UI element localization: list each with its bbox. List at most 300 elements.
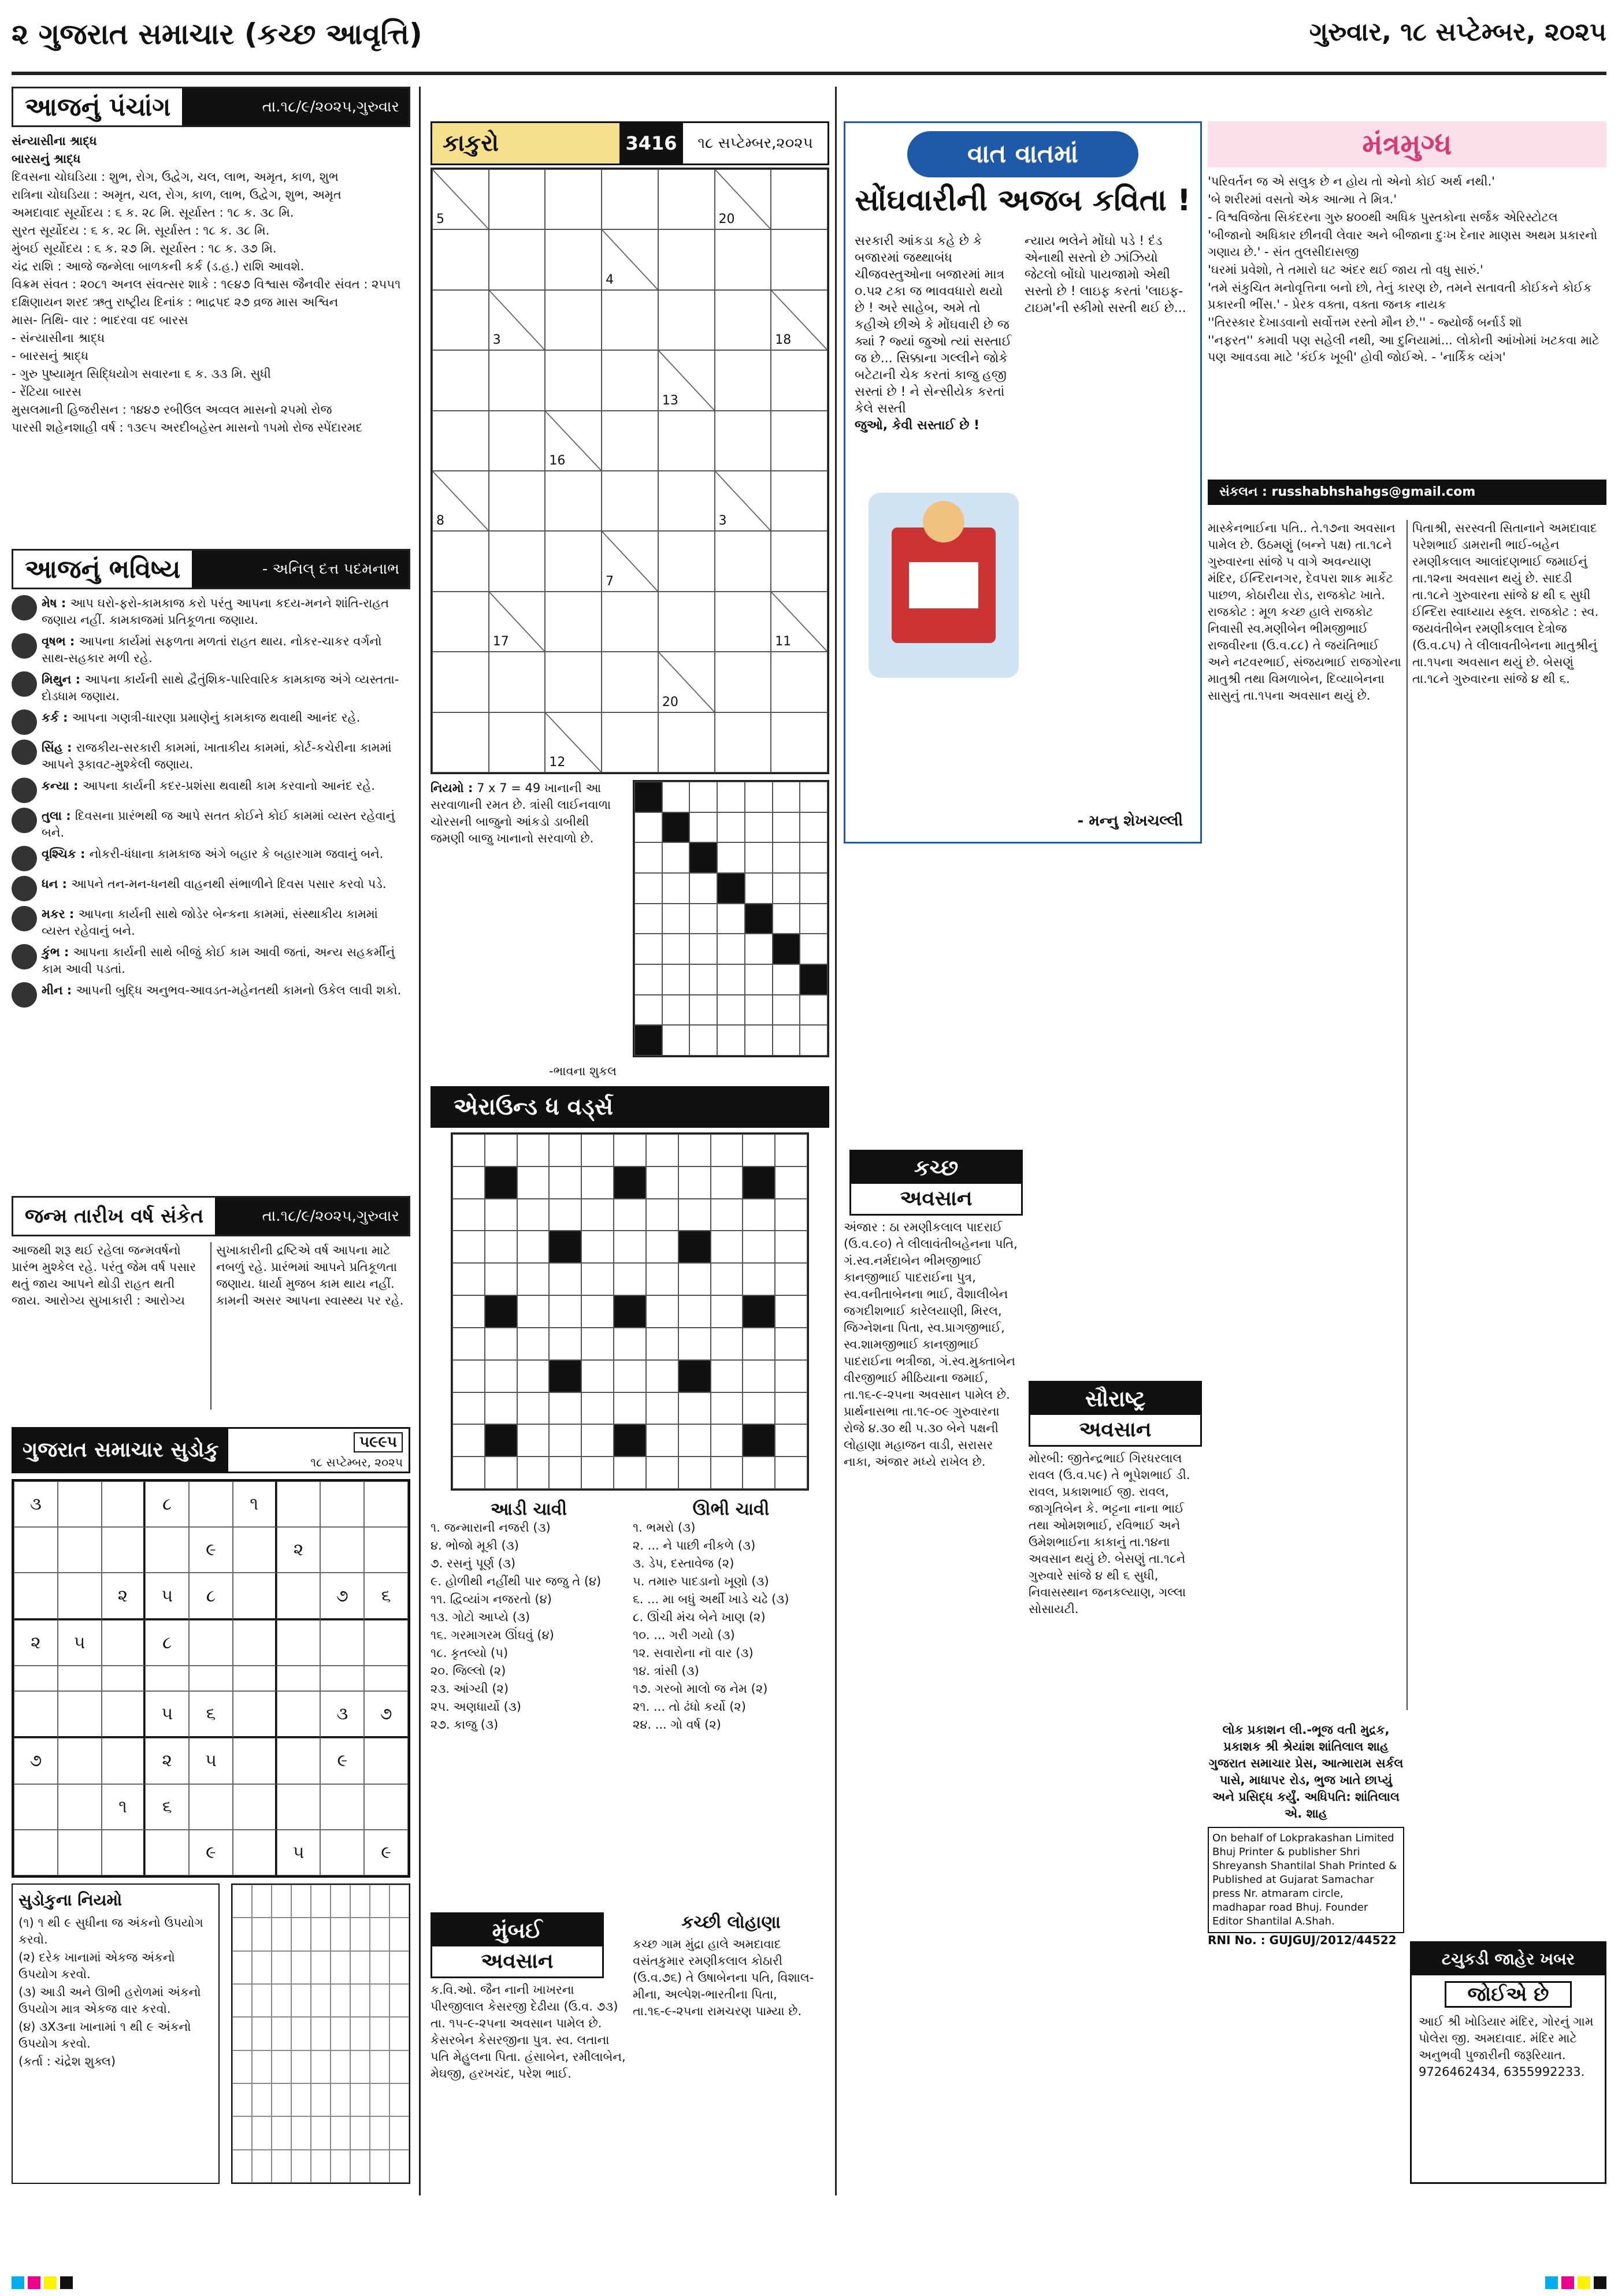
sudoku-answer-cell (370, 2150, 389, 2183)
crossword-cell[interactable] (485, 1424, 517, 1457)
crossword-cell[interactable] (581, 1360, 614, 1392)
sudoku-cell[interactable] (233, 1666, 277, 1691)
kakuro-cell[interactable] (658, 471, 715, 531)
crossword-cell[interactable] (646, 1166, 678, 1199)
crossword-cell[interactable] (775, 1328, 807, 1360)
kakuro-cell[interactable] (658, 290, 715, 350)
crossword-cell[interactable] (678, 1231, 711, 1263)
sudoku-cell[interactable] (277, 1691, 321, 1738)
sudoku-cell[interactable] (233, 1830, 277, 1875)
sudoku-cell[interactable]: ૯ (320, 1738, 364, 1784)
sudoku-cell[interactable] (58, 1573, 102, 1619)
sudoku-cell[interactable] (364, 1666, 408, 1691)
kakuro-cell[interactable] (715, 712, 771, 772)
down-clue: ૨. ... ને પાછી નીકળે (૩) (633, 1539, 756, 1552)
sudoku-cell[interactable] (189, 1620, 233, 1666)
sudoku-cell[interactable] (233, 1784, 277, 1830)
crossword-cell[interactable] (646, 1134, 678, 1166)
sudoku-cell[interactable] (277, 1738, 321, 1784)
crossword-cell[interactable] (646, 1231, 678, 1263)
kakuro-cell[interactable] (545, 290, 602, 350)
kakuro-cell[interactable] (658, 229, 715, 289)
kakuro-cell[interactable] (715, 471, 771, 531)
sudoku-rules-title: સુડોકુના નિયમો (18, 1890, 123, 1909)
sudoku-cell[interactable]: ૨ (14, 1620, 58, 1666)
kakuro-clue: 3 (492, 333, 501, 348)
crossword-cell[interactable] (678, 1134, 711, 1166)
sudoku-cell[interactable]: ૧ (102, 1784, 146, 1830)
crossword-cell[interactable] (743, 1457, 775, 1489)
crossword-cell[interactable] (711, 1166, 743, 1199)
crossword-cell[interactable] (743, 1199, 775, 1231)
sudoku-cell[interactable] (277, 1481, 321, 1527)
sudoku-cell[interactable] (58, 1784, 102, 1830)
sudoku-cell[interactable]: ૮ (189, 1573, 233, 1619)
kakuro-answer-cell (773, 782, 800, 812)
sudoku-cell[interactable] (102, 1620, 146, 1666)
kakuro-cell[interactable] (771, 531, 827, 591)
crossword-cell[interactable] (485, 1457, 517, 1489)
sudoku-cell[interactable]: ૨ (145, 1738, 189, 1784)
sudoku-cell[interactable]: ૩ (320, 1691, 364, 1738)
sudoku-cell[interactable] (145, 1527, 189, 1573)
sudoku-cell[interactable] (189, 1784, 233, 1830)
crossword-cell[interactable] (549, 1295, 581, 1328)
crossword-cell[interactable] (485, 1199, 517, 1231)
crossword-cell[interactable] (485, 1392, 517, 1425)
crossword-cell[interactable] (743, 1392, 775, 1425)
crossword-cell[interactable] (549, 1457, 581, 1489)
crossword-cell[interactable] (646, 1424, 678, 1457)
crossword-cell[interactable] (775, 1134, 807, 1166)
crossword-cell[interactable] (775, 1263, 807, 1295)
rashi-item (12, 709, 410, 735)
crossword-cell[interactable] (485, 1328, 517, 1360)
kakuro-cell[interactable] (545, 592, 602, 652)
crossword-cell[interactable] (452, 1392, 485, 1425)
sudoku-answer-cell (252, 1885, 272, 1918)
crossword-cell[interactable] (743, 1360, 775, 1392)
kakuro-answer-cell (634, 873, 662, 904)
kakuro-cell[interactable] (432, 592, 489, 652)
crossword-cell[interactable] (452, 1457, 485, 1489)
kakuro-cell[interactable] (602, 290, 658, 350)
sudoku-cell[interactable]: ૬ (364, 1573, 408, 1619)
crossword-cell[interactable] (678, 1199, 711, 1231)
crossword-cell[interactable] (614, 1166, 646, 1199)
kakuro-cell[interactable] (432, 350, 489, 410)
crossword-cell[interactable] (711, 1231, 743, 1263)
kakuro-cell[interactable] (715, 169, 771, 229)
crossword-cell[interactable] (517, 1231, 550, 1263)
sudoku-cell[interactable] (14, 1784, 58, 1830)
crossword-cell[interactable] (549, 1392, 581, 1425)
crossword-cell[interactable] (549, 1134, 581, 1166)
crossword-grid[interactable] (451, 1132, 809, 1491)
kakuro-cell[interactable] (771, 411, 827, 471)
kakuro-cell[interactable] (489, 350, 545, 410)
sudoku-cell[interactable]: ૫ (277, 1830, 321, 1875)
sudoku-answer-cell (291, 1885, 311, 1918)
sudoku-answer-cell (232, 1885, 252, 1918)
kakuro-cell[interactable] (658, 411, 715, 471)
sudoku-cell[interactable]: ૩ (14, 1481, 58, 1527)
kakuro-cell[interactable] (545, 169, 602, 229)
sudoku-cell[interactable] (277, 1784, 321, 1830)
kakuro-cell[interactable] (432, 652, 489, 712)
crossword-cell[interactable] (549, 1199, 581, 1231)
crossword-cell[interactable] (517, 1263, 550, 1295)
crossword-cell[interactable] (549, 1360, 581, 1392)
crossword-cell[interactable] (549, 1424, 581, 1457)
sudoku-cell[interactable] (277, 1573, 321, 1619)
crossword-cell[interactable] (581, 1263, 614, 1295)
kakuro-cell[interactable] (545, 229, 602, 289)
kakuro-cell[interactable] (489, 411, 545, 471)
crossword-cell[interactable] (614, 1134, 646, 1166)
crossword-cell[interactable] (517, 1134, 550, 1166)
crossword-cell[interactable] (517, 1295, 550, 1328)
crossword-cell[interactable] (517, 1392, 550, 1425)
kakuro-cell[interactable] (432, 531, 489, 591)
kakuro-cell[interactable] (602, 471, 658, 531)
kakuro-cell[interactable] (771, 290, 827, 350)
crossword-cell[interactable] (581, 1457, 614, 1489)
kakuro-cell[interactable] (715, 652, 771, 712)
crossword-cell[interactable] (743, 1328, 775, 1360)
crossword-cell[interactable] (646, 1263, 678, 1295)
sudoku-cell[interactable] (233, 1691, 277, 1738)
sudoku-cell[interactable]: ૫ (145, 1573, 189, 1619)
sudoku-cell[interactable] (102, 1527, 146, 1573)
sudoku-cell[interactable] (14, 1573, 58, 1619)
crossword-cell[interactable] (775, 1166, 807, 1199)
crossword-cell[interactable] (581, 1295, 614, 1328)
crossword-cell[interactable] (711, 1199, 743, 1231)
crossword-cell[interactable] (775, 1360, 807, 1392)
kakuro-cell[interactable] (602, 652, 658, 712)
kakuro-answer-cell (662, 842, 690, 873)
sudoku-cell[interactable] (102, 1666, 146, 1691)
sudoku-cell[interactable] (102, 1481, 146, 1527)
sudoku-cell[interactable] (277, 1666, 321, 1691)
crossword-cell[interactable] (614, 1328, 646, 1360)
sudoku-cell[interactable]: ૫ (189, 1738, 233, 1784)
kakuro-cell[interactable] (489, 652, 545, 712)
sudoku-cell[interactable] (189, 1666, 233, 1691)
sudoku-cell[interactable]: ૯ (189, 1830, 233, 1875)
crossword-cell[interactable] (711, 1295, 743, 1328)
crossword-cell[interactable] (452, 1263, 485, 1295)
kakuro-cell[interactable] (771, 229, 827, 289)
sudoku-cell[interactable] (320, 1830, 364, 1875)
crossword-cell[interactable] (581, 1231, 614, 1263)
sudoku-cell[interactable] (14, 1691, 58, 1738)
kakuro-cell[interactable] (771, 652, 827, 712)
sudoku-cell[interactable] (102, 1738, 146, 1784)
crossword-cell[interactable] (549, 1231, 581, 1263)
sudoku-cell[interactable] (320, 1784, 364, 1830)
crossword-cell[interactable] (678, 1457, 711, 1489)
sudoku-cell[interactable] (14, 1830, 58, 1875)
sudoku-answer-cell (311, 2083, 331, 2116)
crossword-cell[interactable] (775, 1392, 807, 1425)
sudoku-cell[interactable]: ૫ (58, 1620, 102, 1666)
kakuro-cell[interactable] (771, 592, 827, 652)
crossword-cell[interactable] (646, 1392, 678, 1425)
kakuro-cell[interactable] (489, 712, 545, 772)
crossword-cell[interactable] (775, 1199, 807, 1231)
crossword-cell[interactable] (452, 1424, 485, 1457)
sudoku-cell[interactable]: ૯ (364, 1830, 408, 1875)
sudoku-cell[interactable]: ૯ (189, 1527, 233, 1573)
kakuro-cell[interactable] (602, 411, 658, 471)
crossword-cell[interactable] (775, 1295, 807, 1328)
crossword-cell[interactable] (517, 1360, 550, 1392)
kakuro-cell[interactable] (489, 229, 545, 289)
sudoku-cell[interactable]: ૮ (145, 1620, 189, 1666)
crossword-cell[interactable] (517, 1166, 550, 1199)
sudoku-cell[interactable] (58, 1666, 102, 1691)
kakuro-cell[interactable] (432, 290, 489, 350)
crossword-cell[interactable] (646, 1457, 678, 1489)
crossword-cell[interactable] (485, 1360, 517, 1392)
kakuro-cell[interactable] (602, 531, 658, 591)
kakuro-cell[interactable] (715, 229, 771, 289)
kakuro-cell[interactable] (602, 169, 658, 229)
crossword-cell[interactable] (711, 1263, 743, 1295)
crossword-cell[interactable] (452, 1328, 485, 1360)
crossword-cell[interactable] (614, 1392, 646, 1425)
sudoku-cell[interactable] (58, 1481, 102, 1527)
crossword-cell[interactable] (678, 1263, 711, 1295)
crossword-cell[interactable] (614, 1263, 646, 1295)
kakuro-cell[interactable] (545, 350, 602, 410)
crossword-cell[interactable] (614, 1199, 646, 1231)
column-divider-2 (835, 87, 837, 2195)
sudoku-cell[interactable] (320, 1527, 364, 1573)
kakuro-cell[interactable] (771, 350, 827, 410)
kutchi-lohana-title: કચ્છી લોહાણા (681, 1912, 781, 1933)
crossword-cell[interactable] (711, 1134, 743, 1166)
crossword-cell[interactable] (711, 1360, 743, 1392)
sudoku-cell[interactable] (14, 1666, 58, 1691)
sudoku-cell[interactable] (364, 1527, 408, 1573)
crossword-cell[interactable] (678, 1360, 711, 1392)
kakuro-answer-cell (634, 812, 662, 843)
kakuro-cell[interactable] (489, 169, 545, 229)
crossword-cell[interactable] (614, 1295, 646, 1328)
kakuro-cell[interactable] (658, 350, 715, 410)
kakuro-cell[interactable] (658, 592, 715, 652)
kakuro-cell[interactable] (771, 712, 827, 772)
kakuro-cell[interactable] (489, 592, 545, 652)
crossword-cell[interactable] (517, 1424, 550, 1457)
sudoku-cell[interactable] (58, 1691, 102, 1738)
crossword-cell[interactable] (743, 1231, 775, 1263)
crossword-cell[interactable] (678, 1328, 711, 1360)
crossword-cell[interactable] (646, 1199, 678, 1231)
sudoku-cell[interactable] (364, 1481, 408, 1527)
crossword-cell[interactable] (614, 1231, 646, 1263)
crossword-cell[interactable] (646, 1328, 678, 1360)
crossword-cell[interactable] (452, 1360, 485, 1392)
kakuro-cell[interactable] (715, 592, 771, 652)
sudoku-cell[interactable]: ૧ (233, 1481, 277, 1527)
sudoku-cell[interactable]: ૨ (277, 1527, 321, 1573)
sudoku-cell[interactable] (233, 1573, 277, 1619)
kakuro-cell[interactable] (602, 350, 658, 410)
crossword-cell[interactable] (517, 1457, 550, 1489)
crossword-cell[interactable] (646, 1295, 678, 1328)
kakuro-cell[interactable] (602, 229, 658, 289)
rashi-text (42, 709, 360, 735)
kakuro-grid[interactable] (431, 168, 829, 774)
kakuro-cell[interactable] (432, 471, 489, 531)
crossword-cell[interactable] (549, 1328, 581, 1360)
crossword-cell[interactable] (485, 1295, 517, 1328)
sudoku-cell[interactable] (233, 1620, 277, 1666)
sudoku-cell[interactable] (14, 1527, 58, 1573)
kakuro-cell[interactable] (545, 411, 602, 471)
sudoku-cell[interactable] (364, 1620, 408, 1666)
sudoku-grid[interactable] (12, 1479, 410, 1878)
sudoku-date: ૧૮ સપ્ટેમ્બર, ૨૦૨૫ (310, 1455, 403, 1469)
crossword-cell[interactable] (775, 1457, 807, 1489)
sudoku-cell[interactable] (364, 1784, 408, 1830)
sudoku-cell[interactable]: ૮ (145, 1481, 189, 1527)
rashi-item (12, 906, 410, 939)
sudoku-cell[interactable] (189, 1481, 233, 1527)
sudoku-cell[interactable]: ૭ (14, 1738, 58, 1784)
crossword-cell[interactable] (614, 1457, 646, 1489)
sudoku-cell[interactable]: ૨ (102, 1573, 146, 1619)
crossword-cell[interactable] (581, 1199, 614, 1231)
kakuro-cell[interactable] (715, 411, 771, 471)
sudoku-cell[interactable]: ૭ (320, 1573, 364, 1619)
sudoku-answer-cell (370, 2017, 389, 2050)
rashi-text (42, 633, 410, 667)
sudoku-cell[interactable] (58, 1738, 102, 1784)
kakuro-cell[interactable] (771, 471, 827, 531)
crossword-cell[interactable] (678, 1392, 711, 1425)
crossword-cell[interactable] (581, 1424, 614, 1457)
crossword-cell[interactable] (678, 1424, 711, 1457)
kakuro-cell[interactable] (489, 531, 545, 591)
crossword-cell[interactable] (549, 1166, 581, 1199)
kakuro-cell[interactable] (432, 229, 489, 289)
crossword-cell[interactable] (711, 1424, 743, 1457)
rashi-prediction: આપના ગણત્રી-ધારણા પ્રમાણેનું કામકાજ થવાથી આનંદ રહે. (72, 711, 361, 725)
sudoku-cell[interactable] (58, 1830, 102, 1875)
kakuro-cell[interactable] (715, 350, 771, 410)
crossword-cell[interactable] (711, 1328, 743, 1360)
kakuro-cell[interactable] (489, 471, 545, 531)
crossword-cell[interactable] (743, 1134, 775, 1166)
sudoku-cell[interactable] (102, 1830, 146, 1875)
kakuro-cell[interactable] (602, 712, 658, 772)
sudoku-cell[interactable]: ૫ (145, 1691, 189, 1738)
crossword-cell[interactable] (678, 1295, 711, 1328)
crossword-cell[interactable] (614, 1424, 646, 1457)
crossword-cell[interactable] (452, 1295, 485, 1328)
kakuro-cell[interactable] (715, 531, 771, 591)
crossword-cell[interactable] (485, 1134, 517, 1166)
sudoku-cell[interactable] (277, 1620, 321, 1666)
crossword-cell[interactable] (517, 1328, 550, 1360)
crossword-cell[interactable] (743, 1424, 775, 1457)
sudoku-cell[interactable] (320, 1666, 364, 1691)
crossword-cell[interactable] (743, 1166, 775, 1199)
sudoku-cell[interactable] (364, 1738, 408, 1784)
sudoku-cell[interactable]: ૭ (364, 1691, 408, 1738)
kakuro-cell[interactable] (658, 531, 715, 591)
page-header (12, 12, 1606, 75)
crossword-cell[interactable] (711, 1457, 743, 1489)
kakuro-cell[interactable] (545, 531, 602, 591)
sudoku-cell[interactable] (233, 1738, 277, 1784)
crossword-cell[interactable] (452, 1199, 485, 1231)
rashi-prediction: આપ ઘરો-ફરો-કામકાજ કરો પરંતુ આપના કદય-મનને શાંતિ-રાહત જણાય નહીં. કામકાજમાં પ્રતિકૂળતા જણાય. (42, 596, 389, 627)
kakuro-cell[interactable] (658, 712, 715, 772)
crossword-cell[interactable] (485, 1166, 517, 1199)
kakuro-cell[interactable] (432, 411, 489, 471)
kakuro-cell[interactable] (602, 592, 658, 652)
crossword-cell[interactable] (581, 1166, 614, 1199)
crossword-cell[interactable] (452, 1134, 485, 1166)
kakuro-cell[interactable] (771, 169, 827, 229)
sudoku-cell[interactable] (233, 1527, 277, 1573)
crossword-cell[interactable] (581, 1134, 614, 1166)
kakuro-cell[interactable] (545, 471, 602, 531)
kakuro-cell[interactable] (715, 290, 771, 350)
crossword-cell[interactable] (549, 1263, 581, 1295)
crossword-cell[interactable] (485, 1231, 517, 1263)
crossword-cell[interactable] (743, 1263, 775, 1295)
crossword-cell[interactable] (614, 1360, 646, 1392)
kakuro-cell[interactable] (658, 169, 715, 229)
sudoku-cell[interactable]: ૬ (145, 1784, 189, 1830)
crossword-cell[interactable] (581, 1392, 614, 1425)
crossword-cell[interactable] (646, 1360, 678, 1392)
kakuro-cell[interactable] (432, 712, 489, 772)
crossword-cell[interactable] (775, 1424, 807, 1457)
kakuro-cell[interactable] (658, 652, 715, 712)
kakuro-cell[interactable] (432, 169, 489, 229)
kakuro-cell[interactable] (545, 712, 602, 772)
crossword-cell[interactable] (678, 1166, 711, 1199)
crossword-cell[interactable] (517, 1199, 550, 1231)
sudoku-cell[interactable] (145, 1830, 189, 1875)
crossword-cell[interactable] (775, 1231, 807, 1263)
crossword-cell[interactable] (485, 1263, 517, 1295)
kakuro-cell[interactable] (489, 290, 545, 350)
sudoku-cell[interactable] (145, 1666, 189, 1691)
sudoku-cell[interactable] (320, 1481, 364, 1527)
sudoku-answer-cell (291, 2017, 311, 2050)
rashi-item (12, 846, 410, 871)
crossword-cell[interactable] (452, 1166, 485, 1199)
sudoku-cell[interactable] (102, 1691, 146, 1738)
sudoku-cell[interactable] (320, 1620, 364, 1666)
crossword-cell[interactable] (452, 1231, 485, 1263)
sudoku-cell[interactable] (58, 1527, 102, 1573)
kakuro-cell[interactable] (545, 652, 602, 712)
crossword-cell[interactable] (711, 1392, 743, 1425)
crossword-cell[interactable] (743, 1295, 775, 1328)
sudoku-cell[interactable]: ૬ (189, 1691, 233, 1738)
crossword-cell[interactable] (581, 1328, 614, 1360)
